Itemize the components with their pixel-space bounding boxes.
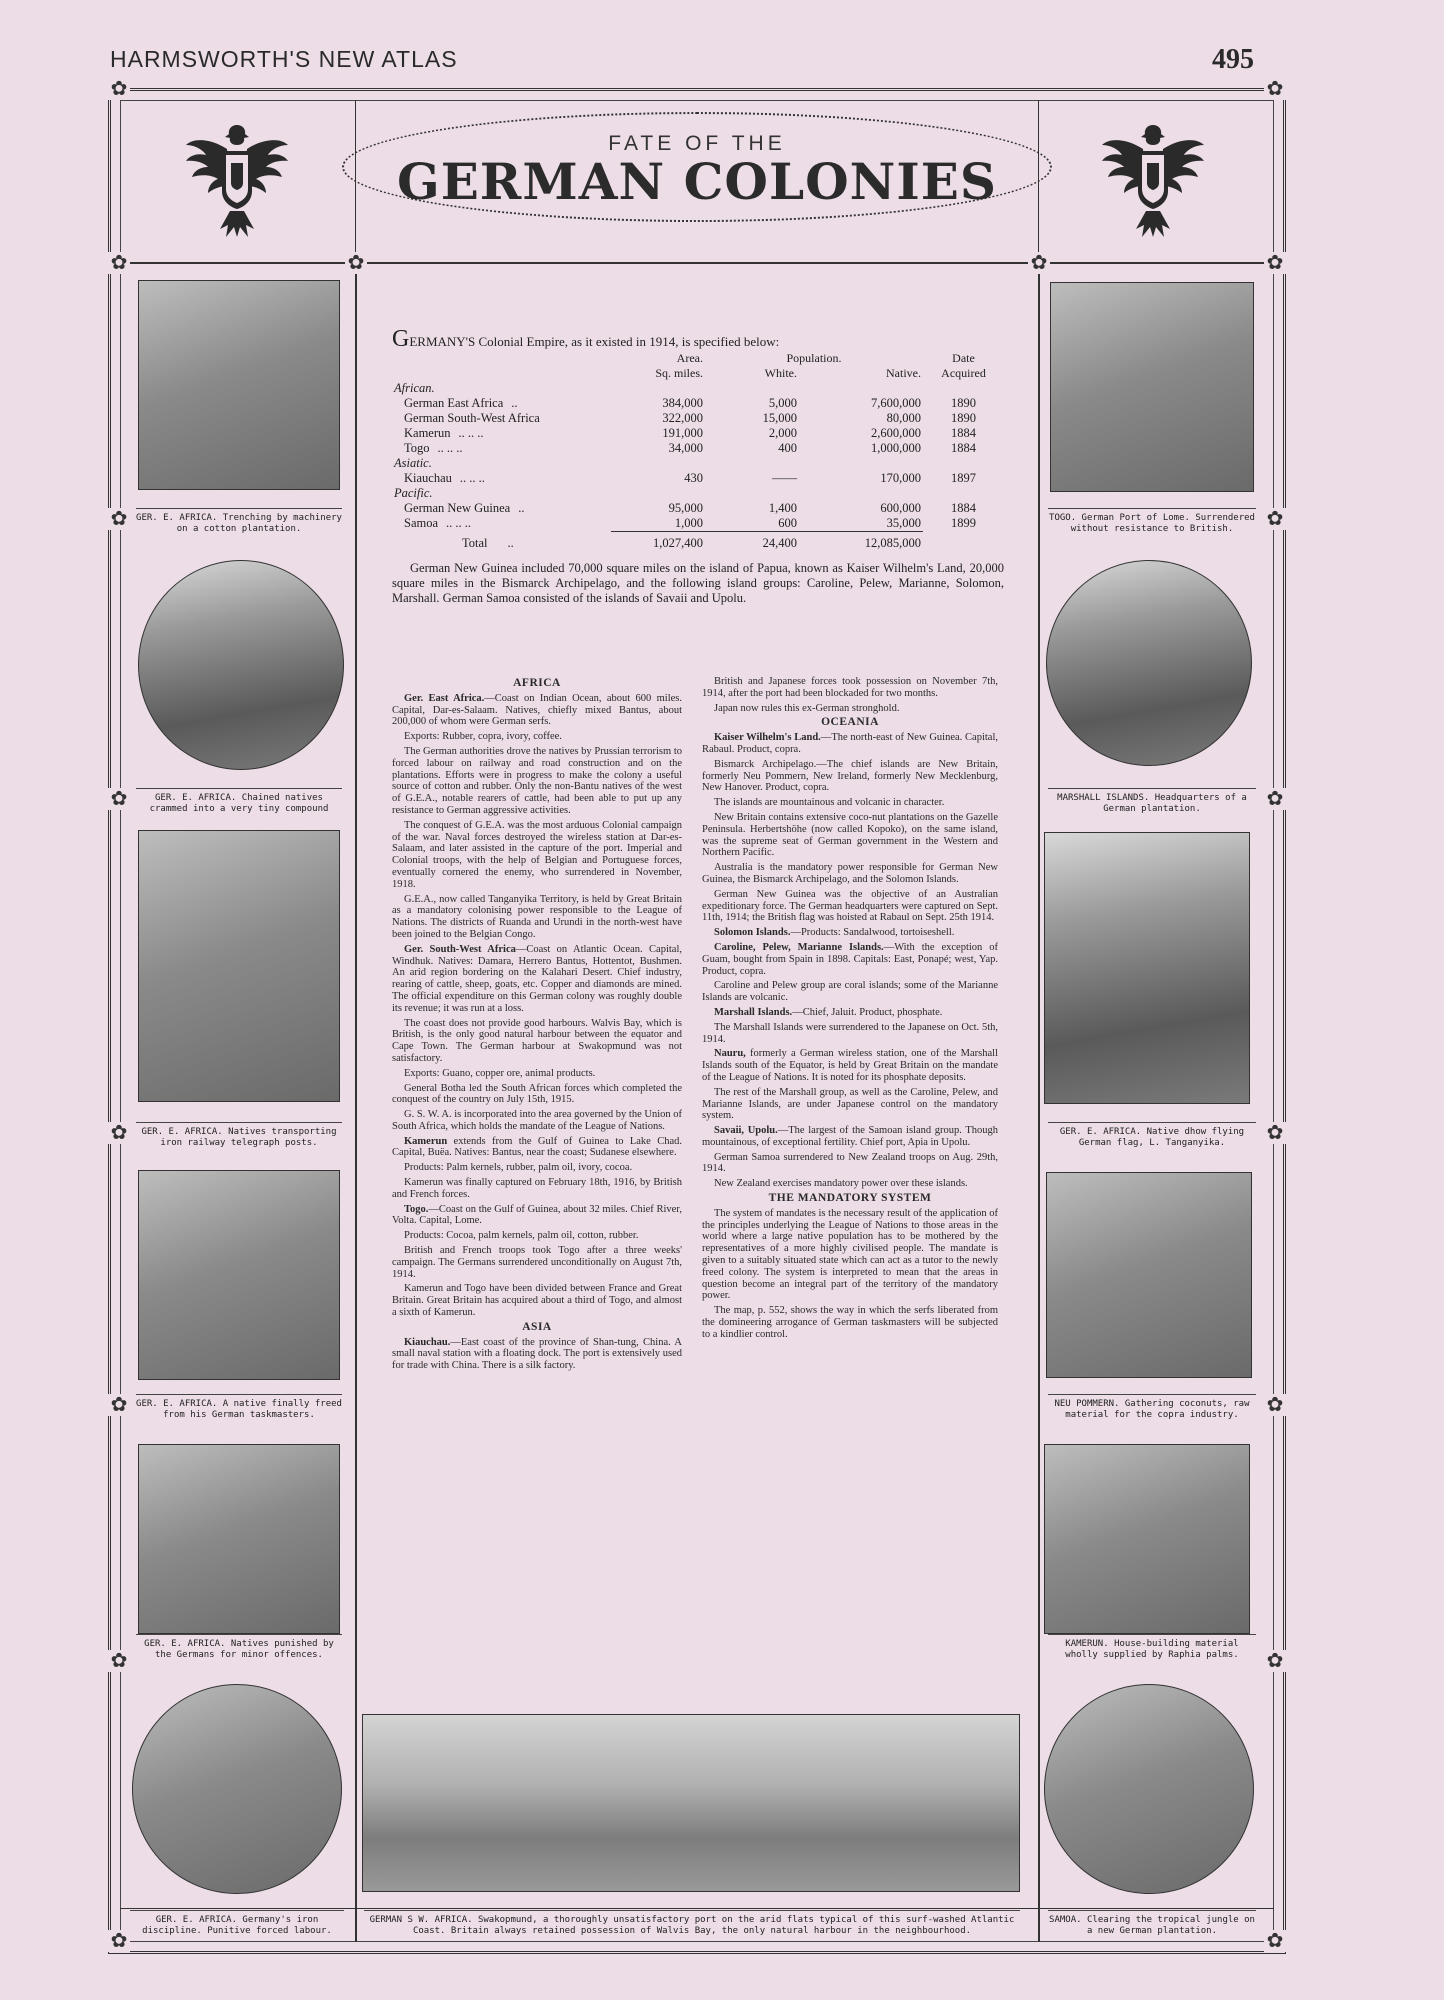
leader-dots: .. .. .. xyxy=(458,426,484,440)
gswa-paragraph-3: General Botha led the South African forces which completed the conquest of the country on July 15th, 1915. xyxy=(392,1082,682,1106)
table-row xyxy=(392,411,1004,426)
area-cell: 1,000 xyxy=(674,516,703,530)
rosette-ornament-icon: ✿ xyxy=(108,788,130,810)
term-kaiser-wilhelms-land: Kaiser Wilhelm's Land. xyxy=(714,732,821,744)
photo-port-lome xyxy=(1050,282,1254,492)
imperial-eagle-icon xyxy=(1098,115,1208,247)
white-cell: 15,000 xyxy=(762,411,797,425)
term-togo: Togo. xyxy=(404,1203,429,1215)
area-cell: 384,000 xyxy=(662,396,703,410)
photo-marshall-headquarters xyxy=(1046,560,1252,766)
col-native: Native. xyxy=(886,366,921,380)
date-cell: 1884 xyxy=(951,426,976,440)
date-cell: 1897 xyxy=(951,471,976,485)
photo-gathering-coconuts xyxy=(1046,1172,1252,1378)
togo-paragraph-2: British and French troops took Togo after a three weeks' campaign. The Germans surrendered unconditionally on August 7th, 1914. xyxy=(392,1245,682,1280)
photo-raphia-house xyxy=(1044,1444,1250,1634)
term-gea: Ger. East Africa. xyxy=(404,692,485,704)
table-row xyxy=(392,426,1004,441)
rosette-ornament-icon: ✿ xyxy=(345,252,367,274)
table-group-row xyxy=(392,456,1004,471)
caroline-text: —With the exception of Guam, bought from Spain in 1898. Capitals: East, Ponapé; west, Yap. Product, copra. xyxy=(702,941,998,977)
rosette-ornament-icon: ✿ xyxy=(1264,78,1286,100)
total-label: Total xyxy=(462,535,488,550)
area-cell: 34,000 xyxy=(668,441,703,455)
text-column-left xyxy=(392,676,682,1375)
photo-native-freed xyxy=(138,1170,340,1380)
date-cell: 1890 xyxy=(951,411,976,425)
term-caroline: Caroline, Pelew, Marianne Islands. xyxy=(714,941,884,953)
caption-l5: GER. E. AFRICA. Natives punished by the Germans for minor offences. xyxy=(136,1634,342,1661)
caption-r6: SAMOA. Clearing the tropical jungle on a new German plantation. xyxy=(1048,1910,1256,1937)
colony-cell xyxy=(392,411,611,426)
colony-name: German South-West Africa xyxy=(404,411,540,425)
native-cell: 35,000 xyxy=(886,516,921,530)
term-marshall: Marshall Islands. xyxy=(714,1006,793,1018)
empty-cell xyxy=(923,532,1004,552)
footer-top-rule xyxy=(120,1908,1274,1909)
colony-cell xyxy=(392,396,611,411)
table-group-row xyxy=(392,486,1004,501)
gea-paragraph-4: G.E.A., now called Tanganyika Territory, is held by Great Britain as a mandatory colonising power responsible to the League of Nations. The districts of Ruanda and Urundi in the north-west have been joined to the Belgian Congo. xyxy=(392,893,682,940)
date-cell: 1890 xyxy=(951,396,976,410)
group-label: African. xyxy=(394,381,435,395)
term-savaii-upolu: Savaii, Upolu. xyxy=(714,1125,778,1137)
bismarck-paragraph-3: New Britain contains extensive coco-nut plantations on the Gazelle Peninsula. Herbertshöhe (now called Kopoko), on the same island, was the supreme seat of German government in the Western and Northern Pacific. xyxy=(702,811,998,859)
togo-products: Products: Cocoa, palm kernels, palm oil, cotton, rubber. xyxy=(404,1230,639,1242)
date-cell: 1899 xyxy=(951,516,976,531)
term-kiauchau: Kiauchau. xyxy=(404,1336,451,1348)
total-area-cell: 1,027,400 xyxy=(611,532,705,552)
white-cell: 5,000 xyxy=(768,396,797,410)
marshall-text: —Chief, Jaluit. Product, phosphate. xyxy=(792,1006,943,1018)
banner-bottom-rule xyxy=(120,262,1274,264)
text-column-right xyxy=(702,676,998,1344)
colony-cell xyxy=(392,516,611,532)
japan-paragraph-2: Japan now rules this ex-German stronghold. xyxy=(714,702,900,714)
caption-l4: GER. E. AFRICA. A native finally freed from his German taskmasters. xyxy=(136,1394,342,1421)
colony-name: Kamerun xyxy=(404,426,451,440)
native-cell: 2,600,000 xyxy=(871,426,921,440)
caroline-paragraph-2: Caroline and Pelew group are coral islands; some of the Marianne Islands are volcanic. xyxy=(702,980,998,1004)
table-row xyxy=(392,501,1004,516)
kamerun-paragraph-2: Kamerun was finally captured on February 18th, 1916, by British and French forces. xyxy=(392,1177,682,1200)
total-cell xyxy=(392,532,611,552)
caption-l1: GER. E. AFRICA. Trenching by machinery on a cotton plantation. xyxy=(136,508,342,535)
term-nauru: Nauru, xyxy=(714,1048,746,1060)
marshall-paragraph-2: The Marshall Islands were surrendered to the Japanese on Oct. 5th, 1914. xyxy=(702,1021,998,1045)
page-title: GERMAN COLONIES xyxy=(397,152,997,211)
col-area-unit: Sq. miles. xyxy=(655,366,703,380)
photo-natives-punished xyxy=(138,1444,340,1634)
native-cell: 7,600,000 xyxy=(871,396,921,410)
nauru-text: formerly a German wireless station, one of the Marshall Islands south of the Equator, is held by Great Britain on the mandate of the League of Nations. It is noted for its phosphate deposits. xyxy=(702,1048,998,1083)
total-native-cell: 12,085,000 xyxy=(799,532,923,552)
table-total-row xyxy=(392,532,1004,552)
gswa-paragraph-4: G. S. W. A. is incorporated into the area governed by the Union of South Africa, which holds the mandate of the League of Nations. xyxy=(392,1109,682,1132)
caption-l2: GER. E. AFRICA. Chained natives crammed into a very tiny compound xyxy=(136,788,342,815)
mandate-paragraph-1: The system of mandates is the necessary result of the application of the principles underlying the League of Nations to those areas in the world where a large native population has to be mothered by the representatives of a more highly civilised people. The mandate is given to a suitably situated state which can act as a tutor to the newly freed colony. The system is interpreted to mean that the areas in question become an integral part of the territory of the mandatory power. xyxy=(702,1207,998,1302)
white-cell: 600 xyxy=(778,516,797,530)
col-area: Area. xyxy=(676,351,703,365)
caption-bottom: GERMAN S W. AFRICA. Swakopmund, a thoroughly unsatisfactory port on the arid flats typical of this surf-washed Atlantic Coast. Britain always retained possession of Walvis Bay, the only natural harbour in the neighbourhood. xyxy=(364,1910,1020,1937)
bismarck-paragraph-1: Bismarck Archipelago.—The chief islands are New Britain, formerly Neu Pommern, New Ireland, formerly New Mecklenburg, New Hanover. Product, copra. xyxy=(702,758,998,794)
bismarck-paragraph-5: German New Guinea was the objective of an Australian expeditionary force. The German headquarters were captured on Sept. 11th, 1914; the British flag was hoisted at Rabaul on Sept. 25th 1914. xyxy=(702,888,998,924)
togo-paragraph-3: Kamerun and Togo have been divided between France and Great Britain. Great Britain has acquired about a third of Togo, and almost a sixth of Kamerun. xyxy=(392,1283,682,1319)
bismarck-paragraph-2: The islands are mountainous and volcanic in character. xyxy=(714,797,945,809)
table-group-row xyxy=(392,381,1004,396)
colony-cell xyxy=(392,471,611,486)
heading-mandatory-system: THE MANDATORY SYSTEM xyxy=(768,1192,932,1205)
photo-telegraph-posts xyxy=(138,830,340,1102)
area-cell: 322,000 xyxy=(662,411,703,425)
table-row xyxy=(392,516,1004,532)
rosette-ornament-icon: ✿ xyxy=(108,1394,130,1416)
date-cell: 1884 xyxy=(951,501,976,515)
group-label: Asiatic. xyxy=(394,456,432,470)
photo-chained-natives xyxy=(138,560,344,770)
caption-l6: GER. E. AFRICA. Germany's iron discipline. Punitive forced labour. xyxy=(130,1910,344,1937)
photo-native-dhow xyxy=(1044,832,1250,1104)
colony-cell xyxy=(392,426,611,441)
photo-samoa-jungle xyxy=(1044,1684,1254,1894)
area-cell: 430 xyxy=(684,471,703,485)
native-cell: 80,000 xyxy=(886,411,921,425)
pre-title: FATE OF THE xyxy=(608,132,786,155)
rosette-ornament-icon: ✿ xyxy=(1264,508,1286,530)
rosette-ornament-icon: ✿ xyxy=(1264,1394,1286,1416)
white-cell: 400 xyxy=(778,441,797,455)
white-cell: 2,000 xyxy=(768,426,797,440)
caption-r3: GER. E. AFRICA. Native dhow flying German flag, L. Tanganyika. xyxy=(1048,1122,1256,1149)
table-body xyxy=(392,381,1004,551)
col-acquired: Acquired xyxy=(941,366,986,380)
rosette-ornament-icon: ✿ xyxy=(1264,1930,1286,1952)
caption-l3: GER. E. AFRICA. Natives transporting iron railway telegraph posts. xyxy=(136,1122,342,1149)
date-cell: 1884 xyxy=(951,441,976,455)
gea-paragraph-2: The German authorities drove the natives by Prussian terrorism to forced labour on railway and road construction and on the plantations. Efforts were in progress to make the colony a useful source of cotton and rubber. Only the non-Bantu natives of the west of G.E.A., notable rearers of cattle, had been able to put up any resistance to German aggressive activities. xyxy=(392,745,682,816)
caption-r2: MARSHALL ISLANDS. Headquarters of a German plantation. xyxy=(1048,788,1256,815)
col-population: Population. xyxy=(786,351,842,365)
title-banner xyxy=(342,112,1052,222)
kamerun-text: extends from the Gulf of Guinea to Lake Chad. Capital, Buëa. Natives: Bantus, near the coast; Sudanese elsewhere. xyxy=(392,1135,682,1159)
togo-text: —Coast on the Gulf of Guinea, about 32 miles. Chief River, Volta. Capital, Lome. xyxy=(392,1203,682,1227)
gswa-text: —Coast on Atlantic Ocean. Capital, Windhuk. Natives: Damara, Herrero Bantus, Hottentot, Bushmen. An arid region bordering on the Kalahari Desert. Chief industry, rearing of cattle, sheep, goats, etc. Copper and diamonds are mined. The official expenditure on this German colony was roughly double its revenue; it was run at a loss. xyxy=(392,943,682,1014)
caption-r5: KAMERUN. House-building material wholly supplied by Raphia palms. xyxy=(1048,1634,1256,1661)
solomon-text: —Products: Sandalwood, tortoiseshell. xyxy=(790,927,955,939)
total-white-cell: 24,400 xyxy=(705,532,799,552)
rosette-ornament-icon: ✿ xyxy=(1264,252,1286,274)
white-cell: —— xyxy=(772,471,797,485)
drop-capital: G xyxy=(392,326,410,352)
native-cell: 170,000 xyxy=(880,471,921,485)
rosette-ornament-icon: ✿ xyxy=(108,252,130,274)
intro-line xyxy=(392,326,1004,352)
main-text xyxy=(392,326,1004,606)
gswa-paragraph-2: The coast does not provide good harbours. Walvis Bay, which is British, is the only good natural harbour between the equator and Cape Town. The German harbour at Swakopmund was not satisfactory. xyxy=(392,1017,682,1064)
colony-name: Samoa xyxy=(404,516,439,531)
heading-oceania: OCEANIA xyxy=(821,716,879,729)
table-row xyxy=(392,396,1004,411)
rosette-ornament-icon: ✿ xyxy=(1264,1650,1286,1672)
colony-name: German East Africa xyxy=(404,396,504,410)
running-title: HARMSWORTH'S NEW ATLAS xyxy=(110,46,458,72)
area-cell: 191,000 xyxy=(662,426,703,440)
kwl-text: —The north-east of New Guinea. Capital, Rabaul. Product, copra. xyxy=(702,732,999,755)
colony-cell xyxy=(392,501,611,516)
rosette-ornament-icon: ✿ xyxy=(1264,788,1286,810)
heading-africa: AFRICA xyxy=(513,677,561,689)
table-row xyxy=(392,441,1004,456)
heading-asia: ASIA xyxy=(522,1320,552,1333)
colony-name: Togo xyxy=(404,441,430,455)
kiauchau-text: —East coast of the province of Shan-tung, China. A small naval station with a floating dock. The port is extensively used for trade with China. There is a silk factory. xyxy=(392,1336,682,1372)
gea-text: —Coast on Indian Ocean, about 600 miles. Capital, Dar-es-Salaam. Natives, chiefly mixed Bantus, about 200,000 of whom were German serfs. xyxy=(392,692,682,728)
native-cell: 1,000,000 xyxy=(871,441,921,455)
bismarck-paragraph-4: Australia is the mandatory power responsible for German New Guinea, the Bismarck Archipelago, and the Solomon Islands. xyxy=(702,862,998,885)
gswa-exports: Exports: Guano, copper ore, animal products. xyxy=(404,1067,596,1079)
summary-paragraph: German New Guinea included 70,000 square miles on the island of Papua, known as Kaiser Wilhelm's Land, 20,000 square miles in the Bismarck Archipelago, and the following island groups: Caroline, Pelew, Marianne, Solomon, Marshall. German Samoa consisted of the islands of Savaii and Upolu. xyxy=(392,561,1004,605)
rosette-ornament-icon: ✿ xyxy=(108,1122,130,1144)
table-row xyxy=(392,471,1004,486)
rosette-ornament-icon: ✿ xyxy=(108,1930,130,1952)
leader-dots: .. .. .. xyxy=(437,441,463,455)
term-solomon: Solomon Islands. xyxy=(714,927,791,939)
samoa-paragraph-3: New Zealand exercises mandatory power over these islands. xyxy=(714,1178,968,1190)
page-number: 495 xyxy=(1212,44,1254,75)
leader-dots: .. xyxy=(511,396,518,410)
gea-exports: Exports: Rubber, copra, ivory, coffee. xyxy=(404,731,562,743)
mandate-paragraph-2: The map, p. 552, shows the way in which the serfs liberated from the domineering arrogance of German taskmasters will be subjected to a kindlier control. xyxy=(702,1305,998,1340)
savaii-text: —The largest of the Samoan island group. Though mountainous, of exceptional fertility. Chief port, Apia in Upolu. xyxy=(702,1125,999,1148)
imperial-eagle-icon xyxy=(182,115,292,247)
white-cell: 1,400 xyxy=(768,501,797,515)
colony-cell xyxy=(392,441,611,456)
rosette-ornament-icon: ✿ xyxy=(108,1650,130,1672)
term-kamerun: Kamerun xyxy=(404,1135,448,1147)
colonies-table xyxy=(392,351,1004,551)
rosette-ornament-icon: ✿ xyxy=(1264,1122,1286,1144)
col-white: White. xyxy=(764,366,797,380)
rest-paragraph: The rest of the Marshall group, as well as the Caroline, Pelew, and Marianne Islands, are under Japanese control on the mandatory system. xyxy=(702,1086,998,1122)
leader-dots: .. .. .. xyxy=(459,471,485,485)
right-column-rule xyxy=(1038,262,1040,1942)
samoa-paragraph-2: German Samoa surrendered to New Zealand troops on Aug. 29th, 1914. xyxy=(702,1151,998,1175)
leader-dots: .. .. .. xyxy=(446,516,472,531)
photo-trenching xyxy=(138,280,340,490)
rosette-ornament-icon: ✿ xyxy=(108,508,130,530)
leader-dots: .. xyxy=(518,501,525,515)
kamerun-products: Products: Palm kernels, rubber, palm oil, ivory, cocoa. xyxy=(404,1162,633,1174)
leader-dots: .. xyxy=(507,535,514,550)
intro-text: ERMANY'S Colonial Empire, as it existed in 1914, is specified below: xyxy=(409,334,780,349)
left-column-rule xyxy=(355,262,357,1942)
rosette-ornament-icon: ✿ xyxy=(1028,252,1050,274)
photo-swakopmund xyxy=(362,1714,1020,1892)
photo-forced-labour xyxy=(132,1684,342,1894)
japan-paragraph: British and Japanese forces took possession on November 7th, 1914, after the port had been blockaded for two months. xyxy=(702,676,998,699)
caption-r1: TOGO. German Port of Lome. Surrendered without resistance to British. xyxy=(1048,508,1256,535)
col-date: Date xyxy=(952,351,975,365)
colony-name: Kiauchau xyxy=(404,471,452,485)
native-cell: 600,000 xyxy=(880,501,921,515)
group-label: Pacific. xyxy=(394,486,433,500)
colony-name: German New Guinea xyxy=(404,501,511,515)
caption-r4: NEU POMMERN. Gathering coconuts, raw material for the copra industry. xyxy=(1048,1394,1256,1421)
area-cell: 95,000 xyxy=(668,501,703,515)
term-gswa: Ger. South-West Africa xyxy=(404,943,516,955)
rosette-ornament-icon: ✿ xyxy=(108,78,130,100)
gea-paragraph-3: The conquest of G.E.A. was the most arduous Colonial campaign of the war. Naval forces destroyed the wireless station at Dar-es-Salaam, and later assisted in the capture of the port. Imperial and Colonial troops, with the help of Belgian and Portuguese forces, eventually cornered the enemy, who surrendered in November, 1918. xyxy=(392,819,682,890)
